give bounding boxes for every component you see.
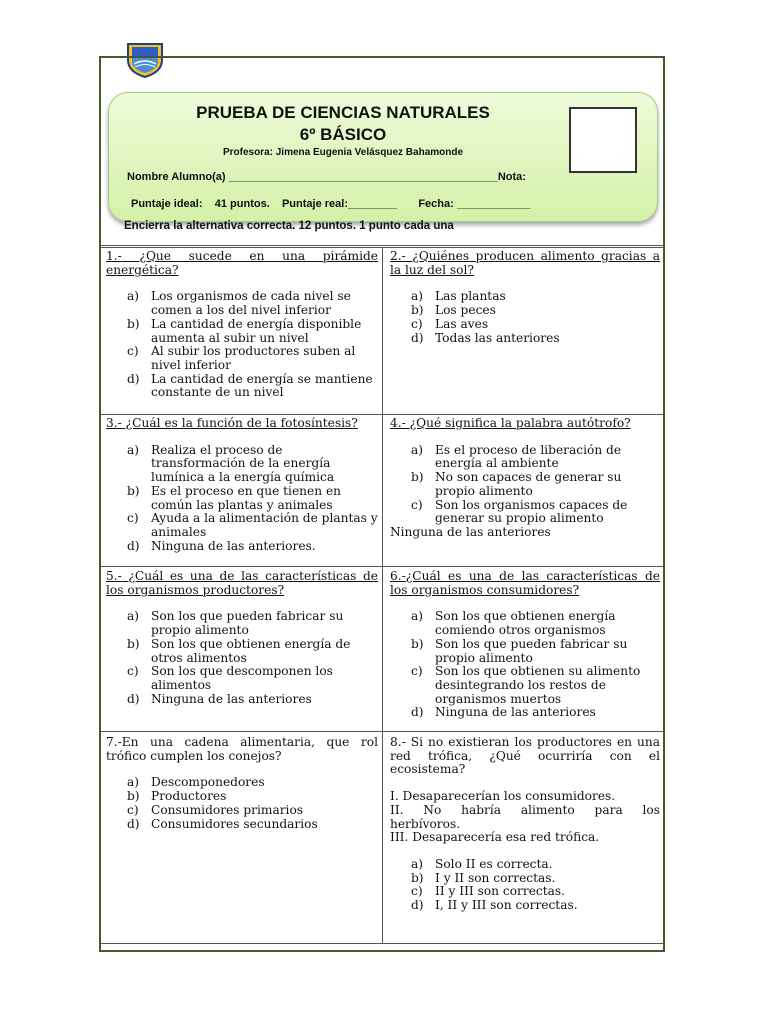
options-list [106,610,378,706]
option-b[interactable]: b) La cantidad de energía disponible aumenta al subir un nivel [127,316,362,345]
options-list [106,776,378,831]
column-divider [382,248,383,944]
teacher-name: Profesora: Jimena Eugenia Velásquez Bahamonde [222,147,464,158]
option-b[interactable]: b) No son capaces de generar su propio alimento [411,470,622,498]
option-c[interactable]: c) II y III son correctas. [411,884,566,899]
options-list [390,444,660,526]
options-list [390,858,660,913]
option-d[interactable]: d) Todas las anteriores [411,330,560,345]
option-c[interactable]: c) Ayuda a la alimentación de plantas y animales [127,511,378,539]
option-d[interactable]: d) Ninguna de las anteriores [127,691,312,706]
option-a[interactable]: a) Las plantas [411,289,506,304]
option-c[interactable]: c) Al subir los productores suben al nivel inferior [127,344,356,372]
question-3: 3.- ¿Cuál es la función de la fotosíntesis? a) Realiza el proceso de transformación de la energía lumínica a la energía química b) Es el proceso en que tienen en común las plantas y animales c) Ayuda a la alimentación de plantas y animales d) Ninguna de las anteriores. [106,416,378,553]
option-a[interactable]: a) Es el proceso de liberación de energía al ambiente [411,442,622,471]
option-b[interactable]: b) Los peces [411,303,496,318]
option-c[interactable]: c) Son los que obtienen su alimento desintegrando los restos de organismos muertos [411,664,641,706]
question-7: 7.-En una cadena alimentaria, que rol trófico cumplen los conejos? a) Descomponedores b) Productores c) Consumidores primarios d) Consumidores secundarios [106,735,378,831]
option-b[interactable]: b) I y II son correctas. [411,870,556,885]
option-a[interactable]: a) Son los que obtienen energía comiendo otros organismos [411,609,616,638]
options-list [106,444,378,554]
exam-header [108,92,658,222]
option-c[interactable]: c) Son los que descomponen los alimentos [127,664,333,692]
option-c[interactable]: c) Son los organismos capaces de generar su propio alimento [411,497,628,526]
question-8: 8.- Si no existieran los productores en una red trófica, ¿Qué ocurriría con el ecosistema? I. Desaparecerían los consumidores. II. No habría alimento para los herbívoros. III. Desaparecería esa red trófica. a) Solo II es correcta. b) I y II son correctas. c) II y III son correctas. d) I, II y III son correctas. [390,735,664,913]
grade-box [569,107,637,173]
option-c[interactable]: c) Las aves [411,316,489,331]
option-d[interactable]: d) Ninguna de las anteriores [411,705,596,720]
student-name-line: Nombre Alumno(a) ____________________________________________Nota: [127,171,526,183]
option-c[interactable]: c) Consumidores primarios [127,802,304,817]
instructions: Encierra la alternativa correcta. 12 puntos. 1 punto cada una [124,220,454,232]
option-d[interactable]: d) I, II y III son correctas. [411,898,578,913]
option-b[interactable]: b) Son los que pueden fabricar su propio alimento [411,636,628,665]
question-4: 4.- ¿Qué significa la palabra autótrofo? a) Es el proceso de liberación de energía al ambiente b) No son capaces de generar su propio alimento c) Son los organismos capaces de generar su propio alimento Ninguna de las anteriores [390,417,660,540]
row-divider [101,566,663,567]
option-a[interactable]: a) Solo II es correcta. [411,856,553,871]
statement-3: III. Desaparecería esa red trófica. [390,830,600,845]
option-d[interactable]: d) Consumidores secundarios [127,816,318,831]
question-5: 5.- ¿Cuál es una de las características de los organismos productores? a) Son los que pueden fabricar su propio alimento b) Son los que obtienen energía de otros alimentos c) Son los que descomponen los alimentos d) Ninguna de las anteriores [106,569,378,706]
options-list [390,290,660,345]
exam-grade: 6º BÁSICO [299,125,387,144]
option-d[interactable]: d) La cantidad de energía se mantiene constante de un nivel [127,371,373,400]
option-b[interactable]: b) Es el proceso en que tienen en común las plantas y animales [127,483,342,512]
statement-2: II. No habría alimento para los herbívoros. [390,802,664,831]
options-list [390,610,660,720]
row-divider [101,943,663,944]
option-a[interactable]: a) Son los que pueden fabricar su propio alimento [127,609,344,638]
option-b[interactable]: b) Productores [127,789,227,804]
exam-title: PRUEBA DE CIENCIAS NATURALES [196,103,490,122]
row-divider [101,414,663,415]
question-1: 1.- ¿Que sucede en una pirámide energética? a) Los organismos de cada nivel se comen a los del nivel inferior b) La cantidad de energía disponible aumenta al subir un nivel c) Al subir los productores suben al nivel inferior d) La cantidad de energía se mantiene constante de un nivel [106,249,379,400]
score-line: Puntaje ideal: 41 puntos. Puntaje real:________ Fecha: ____________ [131,198,531,210]
row-divider [101,731,663,732]
option-d[interactable]: d) Ninguna de las anteriores. [127,538,316,553]
question-2: 2.- ¿Quiénes producen alimento gracias a la luz del sol? a) Las plantas b) Los peces c) Las aves d) Todas las anteriores [390,249,661,345]
options-list [106,290,378,400]
option-a[interactable]: a) Descomponedores [127,775,265,790]
option-b[interactable]: b) Son los que obtienen energía de otros alimentos [127,636,351,665]
option-a[interactable]: a) Los organismos de cada nivel se comen a los del nivel inferior [127,289,351,318]
option-a[interactable]: a) Realiza el proceso de transformación de la energía lumínica a la energía química [127,442,335,485]
question-6: 6.-¿Cuál es una de las características de los organismos consumidores? a) Son los que obtienen energía comiendo otros organismos b) Son los que pueden fabricar su propio alimento c) Son los que obtienen su alimento desintegrando los restos de organismos muertos d) Ninguna de las anteriores [390,569,660,720]
statement-1: I. Desaparecerían los consumidores. [390,789,616,804]
option-unlettered[interactable]: Ninguna de las anteriores [390,524,551,539]
